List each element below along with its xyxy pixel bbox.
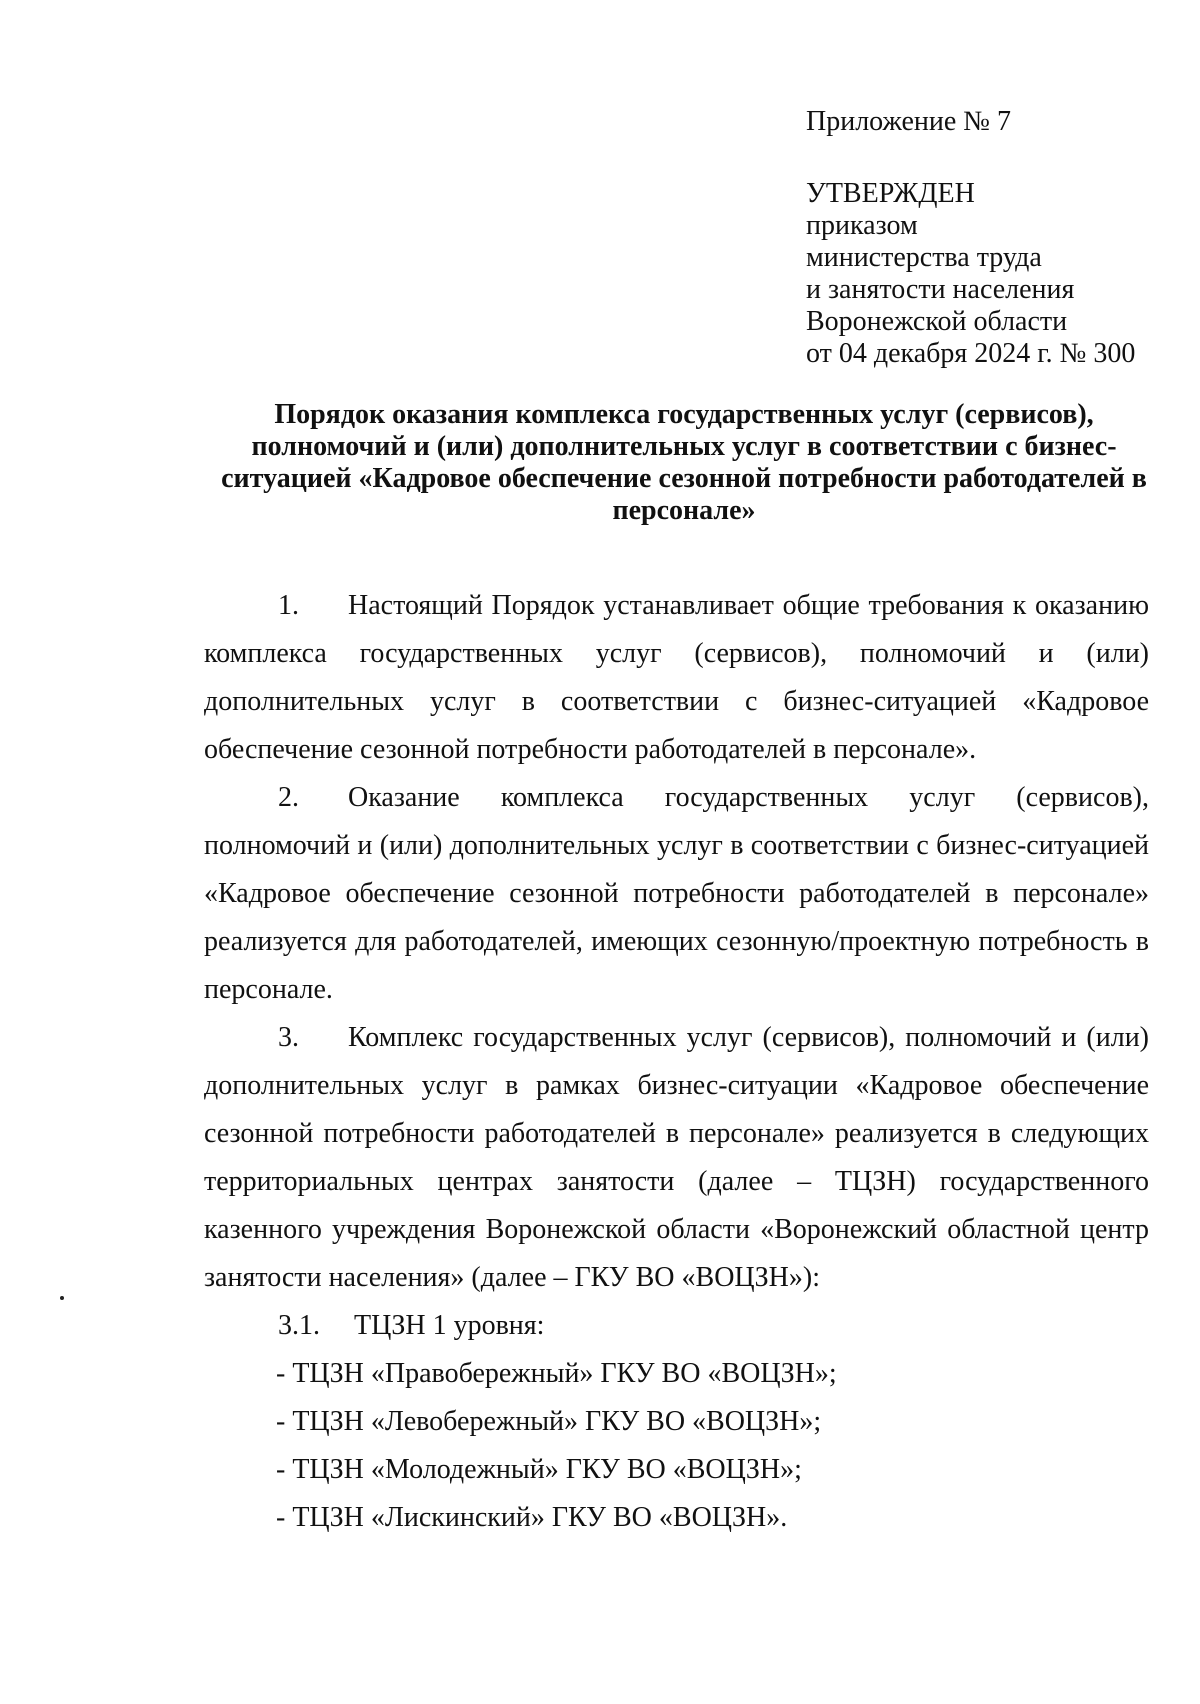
- paragraph-text: Оказание комплекса государственных услуг (сервисов), полномочий и (или) дополнительных услуг в соответствии с бизнес-ситуацией «Кадровое обеспечение сезонной потребности работодателей в персонале» реализуется для работодателей, имеющих сезонную/проектную потребность в персонале.: [204, 782, 1149, 1005]
- title-line: персонале»: [612, 495, 756, 526]
- title-line: ситуацией «Кадровое обеспечение сезонной потребности работодателей в: [221, 463, 1147, 494]
- title-line: полномочий и (или) дополнительных услуг в соответствии с бизнес-: [251, 431, 1117, 462]
- title-line: Порядок оказания комплекса государственных услуг (сервисов),: [274, 399, 1094, 430]
- paragraph-number: 1.: [278, 590, 299, 621]
- subsection-list: [204, 1302, 1149, 1542]
- document-title: [204, 399, 1164, 527]
- paragraph-text: Комплекс государственных услуг (сервисов), полномочий и (или) дополнительных услуг в рамках бизнес-ситуации «Кадровое обеспечение сезонной потребности работодателей в персонале» реализуется в следующих территориальных центрах занятости (далее – ТЦЗН) государственного казенного учреждения Воронежской области «Воронежский областной центр занятости населения» (далее – ГКУ ВО «ВОЦЗН»):: [204, 1022, 1149, 1293]
- approval-line: от 04 декабря 2024 г. № 300: [806, 338, 1136, 369]
- approval-line: УТВЕРЖДЕН: [806, 178, 975, 209]
- list-item: - ТЦЗН «Лискинский» ГКУ ВО «ВОЦЗН».: [276, 1502, 788, 1533]
- approval-line: Воронежской области: [806, 306, 1068, 337]
- subsection-heading-text: ТЦЗН 1 уровня:: [354, 1310, 545, 1341]
- list-item: - ТЦЗН «Правобережный» ГКУ ВО «ВОЦЗН»;: [276, 1358, 837, 1389]
- appendix-label: Приложение № 7: [806, 106, 1011, 137]
- approval-line: приказом: [806, 210, 918, 241]
- approval-block: [806, 106, 1166, 370]
- subsection-number: 3.1.: [278, 1310, 320, 1341]
- paragraph-3: [204, 1014, 1149, 1302]
- paragraph-number: 2.: [278, 782, 299, 813]
- paragraph-2: [204, 774, 1149, 1014]
- list-item: - ТЦЗН «Молодежный» ГКУ ВО «ВОЦЗН»;: [276, 1454, 802, 1485]
- document-body: [204, 582, 1149, 1542]
- approval-line: и занятости населения: [806, 274, 1075, 305]
- paragraph-1: [204, 582, 1149, 774]
- list-item: - ТЦЗН «Левобережный» ГКУ ВО «ВОЦЗН»;: [276, 1406, 822, 1437]
- paragraph-text: Настоящий Порядок устанавливает общие требования к оказанию комплекса государственных услуг (сервисов), полномочий и (или) дополнительных услуг в соответствии с бизнес-ситуацией «Кадровое обеспечение сезонной потребности работодателей в персонале».: [204, 590, 1149, 765]
- subsection-heading: [204, 1302, 1149, 1350]
- approval-line: министерства труда: [806, 242, 1042, 273]
- paragraph-number: 3.: [278, 1022, 299, 1053]
- scan-speck: [60, 1296, 64, 1300]
